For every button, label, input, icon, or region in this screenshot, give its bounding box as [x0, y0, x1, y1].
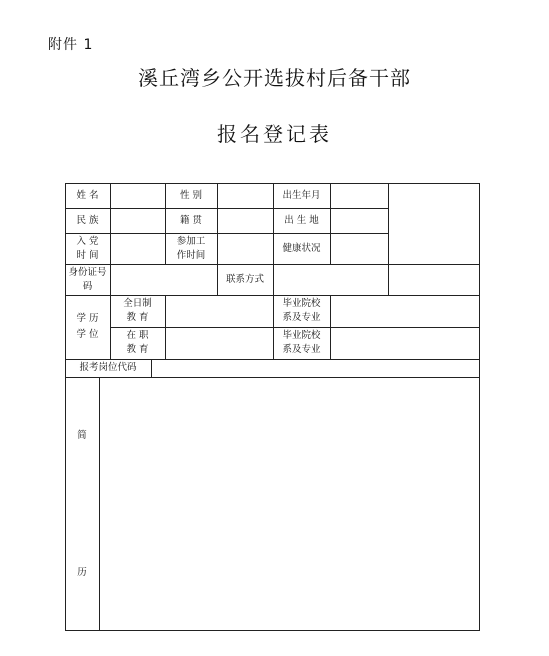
ethnicity-label: 民 族	[76, 214, 99, 226]
birthplace-label: 出 生 地	[284, 214, 319, 226]
native-place-label: 籍 贯	[179, 214, 203, 226]
id-number-label: 身份证号 码	[68, 266, 107, 292]
row-divider	[65, 233, 388, 234]
attachment-label: 附件 1	[48, 37, 94, 53]
col-divider	[330, 183, 331, 264]
resume-label-2: 历	[77, 567, 87, 578]
col-divider	[273, 264, 274, 295]
registration-form-table	[65, 183, 480, 631]
row-divider	[65, 208, 388, 209]
birth-date-label: 出生年月	[282, 189, 321, 201]
graduate-school-label: 毕业院校 系及专业	[282, 330, 321, 355]
gender-label: 性 别	[179, 189, 203, 201]
col-divider	[165, 295, 166, 359]
col-divider	[110, 183, 111, 264]
resume-label-1: 简	[77, 430, 87, 441]
graduate-school-label: 毕业院校 系及专业	[282, 298, 321, 323]
col-divider	[151, 359, 152, 377]
contact-label: 联系方式	[225, 273, 264, 285]
col-divider	[330, 295, 331, 359]
work-start-date-label: 参加工 作时间	[176, 235, 206, 261]
col-divider	[388, 183, 389, 295]
fulltime-education-label: 全日制 教 育	[123, 298, 152, 323]
education-degree-label: 学 历 学 位	[76, 313, 99, 340]
col-divider	[217, 183, 218, 264]
position-code-label: 报考岗位代码	[79, 362, 137, 373]
form-title: 溪丘湾乡公开选拔村后备干部	[138, 66, 411, 90]
inservice-education-label: 在 职 教 育	[126, 330, 149, 355]
col-divider	[110, 264, 111, 295]
health-status-label: 健康状况	[282, 242, 321, 254]
form-subtitle: 报名登记表	[217, 122, 332, 146]
col-divider	[99, 377, 100, 631]
party-join-date-label: 入 党 时 间	[76, 235, 99, 261]
row-divider	[65, 377, 480, 378]
name-label: 姓 名	[76, 189, 99, 201]
